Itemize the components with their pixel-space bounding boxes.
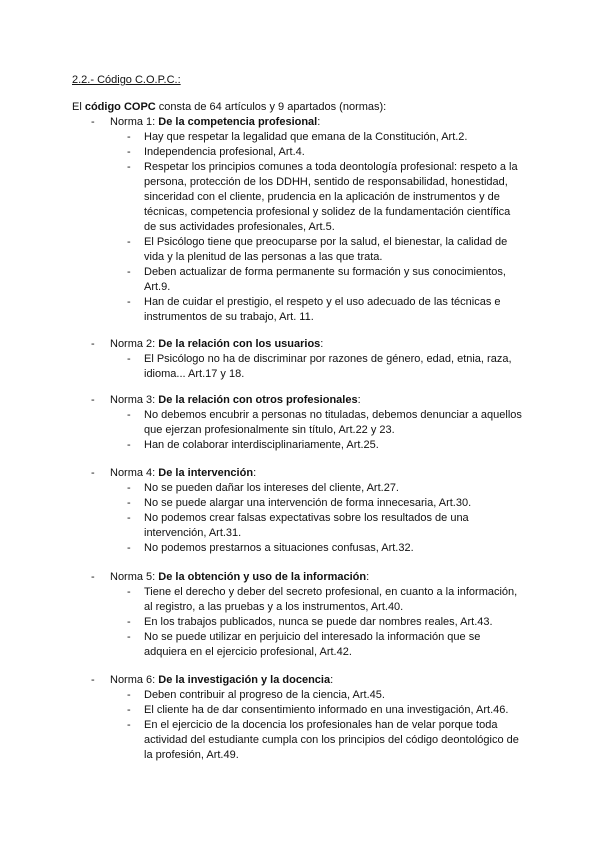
norma-item-list [0, 130, 600, 325]
norma-title: De la intervención [158, 467, 254, 479]
section-heading: 2.2.- Código C.O.P.C.: [72, 74, 181, 86]
intro-bold: código COPC [84, 101, 156, 113]
intro-paragraph [72, 100, 386, 115]
list-item: - El cliente ha de dar consentimiento informado en una investigación, Art.46. [127, 704, 509, 716]
list-item: - Deben contribuir al progreso de la ciencia, Art.45. [127, 689, 385, 701]
list-item: - No se pueden dañar los intereses del cliente, Art.27. [127, 482, 399, 494]
norma-bullet: - [91, 338, 95, 350]
norma-title: De la investigación y la docencia [158, 674, 331, 686]
norma-item-list [0, 688, 600, 763]
norma-1: - Norma 1: De la competencia profesional: - Hay que respetar la legalidad que emana de la Constitución, Art.2. - Independencia profesional, Art.4. - Respetar los principios comunes a toda deontología profesional: respeto a la persona, protección de los DDHH, sentido de responsabilidad, honestidad, sinceridad con el cliente, prudencia en la aplicación de instrumentos y de técnicas, competencia profesional y solidez de la fundamentación científica de sus actividades profesionales, Art.5. - El Psicólogo tiene que preocuparse por la salud, el bienestar, la calidad de vida y la plenitud de las personas a las que trata. - Deben actualizar de forma permanente su formación y sus conocimientos, Art.9. - Han de cuidar el prestigio, el respeto y el uso adecuado de las técnicas e instrumentos de su trabajo, Art. 11. [0, 115, 600, 325]
list-item: - En el ejercicio de la docencia los profesionales han de velar porque toda actividad del estudiante cumpla con los principios del código deontológico de la profesión, Art.49. [127, 719, 519, 761]
norma-2: - Norma 2: De la relación con los usuarios: - El Psicólogo no ha de discriminar por razones de género, edad, etnia, raza, idioma... Art.17 y 18. [0, 337, 600, 382]
norma-label: Norma 6: [110, 674, 159, 686]
list-item: - No podemos crear falsas expectativas sobre los resultados de una intervención, Art.31. [127, 512, 469, 539]
list-item: - Han de colaborar interdisciplinariamente, Art.25. [127, 439, 379, 451]
list-item: - Han de cuidar el prestigio, el respeto y el uso adecuado de las técnicas e instrumentos de su trabajo, Art. 11. [127, 296, 501, 323]
list-item: - En los trabajos publicados, nunca se puede dar nombres reales, Art.43. [127, 616, 493, 628]
norma-label: Norma 2: [110, 338, 159, 350]
norma-label: Norma 4: [110, 467, 159, 479]
norma-title: De la relación con los usuarios [158, 338, 321, 350]
list-item: - No se puede alargar una intervención de forma innecesaria, Art.30. [127, 497, 472, 509]
list-item: - Independencia profesional, Art.4. [127, 146, 305, 158]
norma-3: - Norma 3: De la relación con otros profesionales: - No debemos encubrir a personas no tituladas, debemos denunciar a aquellos que ejerzan profesionalmente sin título, Art.22 y 23. - Han de colaborar interdisciplinariamente, Art.25. [0, 393, 600, 453]
intro-prefix: El [72, 101, 85, 113]
list-item: - Hay que respetar la legalidad que emana de la Constitución, Art.2. [127, 131, 468, 143]
norma-title: De la obtención y uso de la información [158, 571, 367, 583]
norma-bullet: - [91, 116, 95, 128]
list-item: - Tiene el derecho y deber del secreto profesional, en cuanto a la información, al registro, a las pruebas y a los instrumentos, Art.40. [127, 586, 518, 613]
intro-suffix: consta de 64 artículos y 9 apartados (normas): [155, 101, 387, 113]
norma-label: Norma 3: [110, 394, 159, 406]
list-item: - El Psicólogo no ha de discriminar por razones de género, edad, etnia, raza, idioma... Art.17 y 18. [127, 353, 512, 380]
list-item: - No se puede utilizar en perjuicio del interesado la información que se adquiera en el ejercicio profesional, Art.42. [127, 631, 481, 658]
list-item: - No debemos encubrir a personas no tituladas, debemos denunciar a aquellos que ejerzan profesionalmente sin título, Art.22 y 23. [127, 409, 522, 436]
norma-6: - Norma 6: De la investigación y la docencia: - Deben contribuir al progreso de la ciencia, Art.45. - El cliente ha de dar consentimiento informado en una investigación, Art.46. - En el ejercicio de la docencia los profesionales han de velar porque toda actividad del estudiante cumpla con los principios del código deontológico de la profesión, Art.49. [0, 673, 600, 763]
norma-bullet: - [91, 467, 95, 479]
list-item: - El Psicólogo tiene que preocuparse por la salud, el bienestar, la calidad de vida y la plenitud de las personas a las que trata. [127, 236, 508, 263]
norma-bullet: - [91, 394, 95, 406]
norma-bullet: - [91, 674, 95, 686]
norma-title: De la competencia profesional [158, 116, 318, 128]
norma-item-list [0, 585, 600, 660]
norma-bullet: - [91, 571, 95, 583]
norma-4: - Norma 4: De la intervención: - No se pueden dañar los intereses del cliente, Art.27. - No se puede alargar una intervención de forma innecesaria, Art.30. - No podemos crear falsas expectativas sobre los resultados de una intervención, Art.31. - No podemos prestarnos a situaciones confusas, Art.32. [0, 466, 600, 556]
norma-item-list [0, 408, 600, 453]
list-item: - Deben actualizar de forma permanente su formación y sus conocimientos, Art.9. [127, 266, 506, 293]
norma-5: - Norma 5: De la obtención y uso de la información: - Tiene el derecho y deber del secreto profesional, en cuanto a la información, al registro, a las pruebas y a los instrumentos, Art.40. - En los trabajos publicados, nunca se puede dar nombres reales, Art.43. - No se puede utilizar en perjuicio del interesado la información que se adquiera en el ejercicio profesional, Art.42. [0, 570, 600, 660]
norma-title: De la relación con otros profesionales [158, 394, 358, 406]
norma-label: Norma 1: [110, 116, 159, 128]
norma-label: Norma 5: [110, 571, 159, 583]
norma-item-list [0, 352, 600, 382]
list-item: - Respetar los principios comunes a toda deontología profesional: respeto a la persona, protección de los DDHH, sentido de responsabilidad, honestidad, sinceridad con el cliente, prudencia en la aplicación de instrumentos y de técnicas, competencia profesional y solidez de la fundamentación científica de sus actividades profesionales, Art.5. [127, 161, 518, 233]
norma-item-list [0, 481, 600, 556]
list-item: - No podemos prestarnos a situaciones confusas, Art.32. [127, 542, 414, 554]
